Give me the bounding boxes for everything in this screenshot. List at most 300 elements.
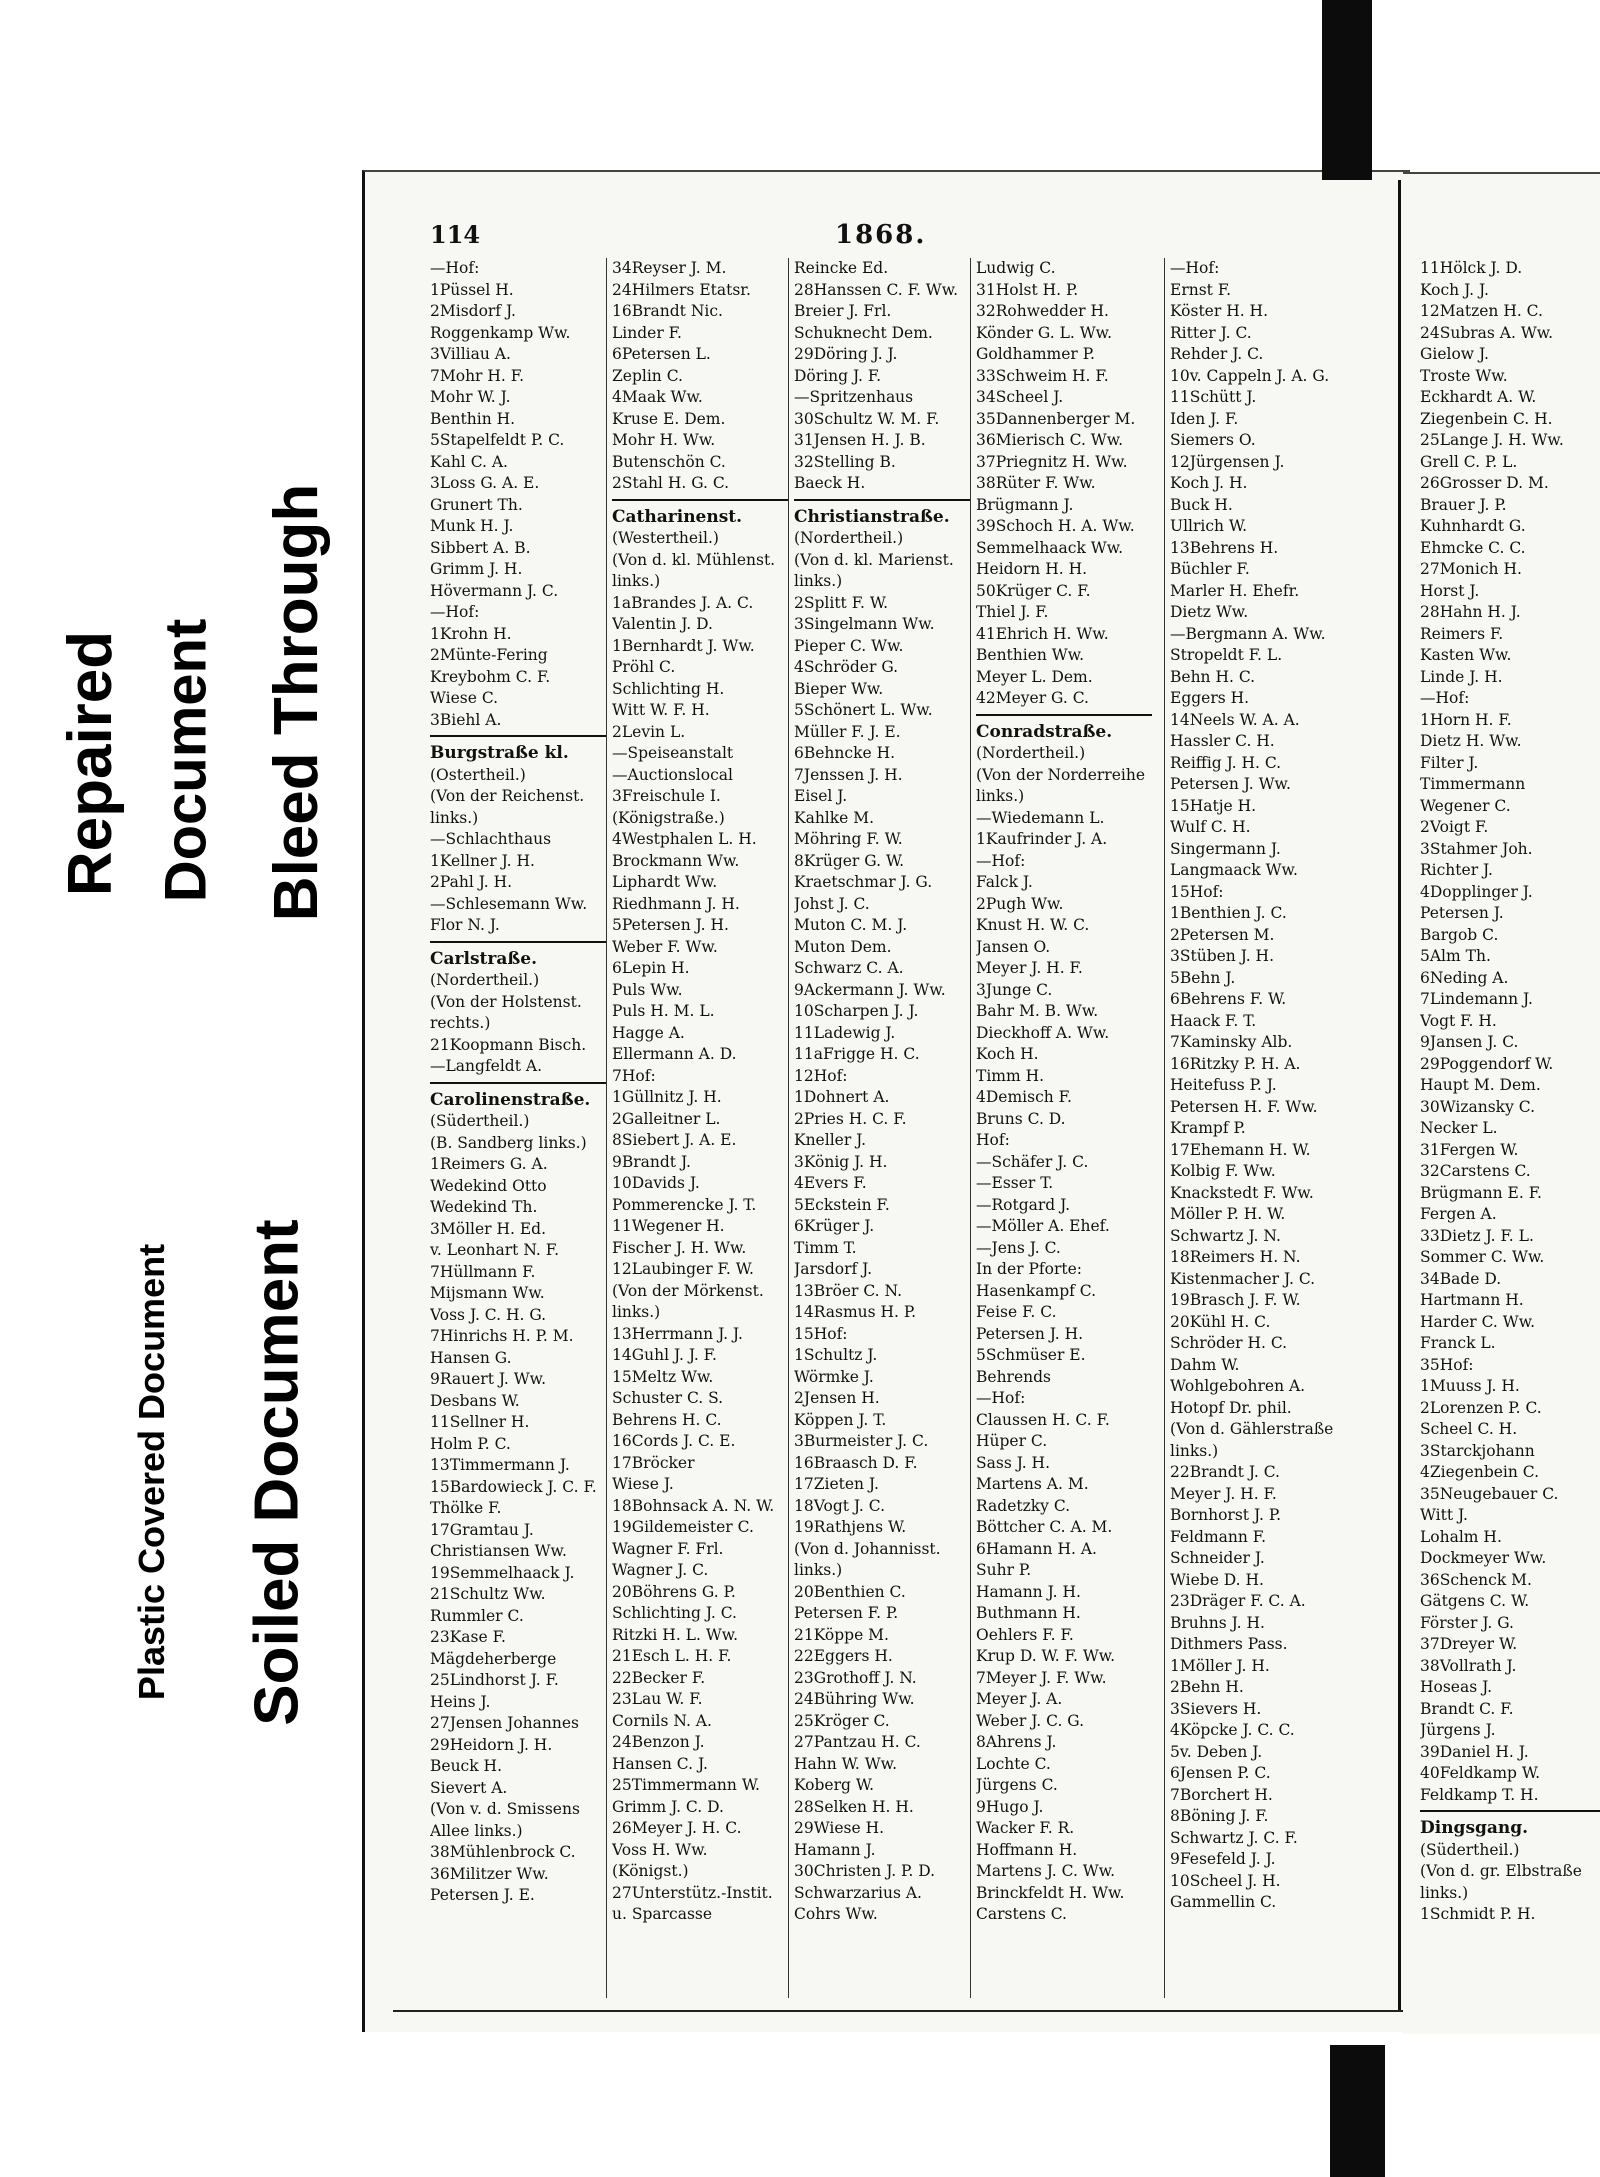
directory-entry: 3Möller H. Ed.	[430, 1219, 547, 1238]
directory-entry: Ziegenbein C. H.	[1420, 409, 1553, 428]
directory-entry: Behrends	[976, 1367, 1051, 1386]
directory-entry: 13Timmermann J.	[430, 1456, 570, 1474]
directory-entry: 27Unterstütz.-Instit.	[612, 1883, 773, 1902]
directory-entry: Weber J. C. G.	[976, 1711, 1085, 1730]
directory-entry: 10Davids J.	[612, 1174, 700, 1192]
directory-entry: Grell C. P. L.	[1420, 452, 1518, 471]
directory-entry: 31Holst H. P.	[976, 280, 1079, 299]
directory-entry: 27Pantzau H. C.	[794, 1733, 921, 1751]
directory-entry: Rehder J. C.	[1170, 345, 1264, 363]
directory-entry: Kahlke M.	[794, 808, 875, 827]
directory-entry: 29Heidorn J. H.	[430, 1735, 553, 1754]
directory-entry: Bieper Ww.	[794, 679, 884, 698]
directory-entry: Horst J.	[1420, 581, 1480, 600]
directory-entry: Gätgens C. W.	[1420, 1592, 1530, 1610]
section-rule	[430, 735, 606, 737]
directory-entry: —Schlesemann Ww.	[430, 894, 588, 913]
directory-entry: 3Biehl A.	[430, 710, 502, 729]
directory-entry: Bornhorst J. P.	[1170, 1506, 1282, 1524]
directory-entry: Jansen O.	[976, 937, 1051, 956]
directory-entry: 36Militzer Ww.	[430, 1864, 549, 1883]
directory-entry: Brügmann E. F.	[1420, 1183, 1542, 1202]
directory-entry: In der Pforte:	[976, 1260, 1082, 1278]
directory-entry: 4Evers F.	[794, 1174, 867, 1192]
directory-entry: Hövermann J. C.	[430, 581, 559, 600]
directory-entry: 17Ehemann H. W.	[1170, 1140, 1311, 1159]
directory-entry: 2Jensen H.	[794, 1389, 880, 1407]
directory-entry: Dockmeyer Ww.	[1420, 1549, 1547, 1567]
directory-entry: Riedhmann J. H.	[612, 894, 740, 913]
directory-entry: 4Köpcke J. C. C.	[1170, 1721, 1295, 1739]
directory-entry: 1Kellner J. H.	[430, 851, 535, 870]
directory-entry: Puls Ww.	[612, 980, 683, 999]
directory-entry: Carstens C.	[976, 1905, 1067, 1923]
directory-entry: 5Stapelfeldt P. C.	[430, 431, 565, 449]
directory-entry: (Südertheil.)	[1420, 1840, 1520, 1859]
directory-entry: —Hof:	[1170, 259, 1220, 277]
directory-entry: Schuster C. S.	[612, 1389, 724, 1407]
directory-entry: (Von d. kl. Marienst.	[794, 550, 954, 569]
directory-entry: links.)	[612, 572, 661, 590]
directory-column-2	[612, 258, 788, 1926]
directory-entry: Zeplin C.	[612, 366, 683, 385]
directory-entry: 5Alm Th.	[1420, 947, 1491, 965]
directory-entry: 7Hinrichs H. P. M.	[430, 1327, 574, 1345]
directory-entry: Marler H. Ehefr.	[1170, 581, 1300, 600]
directory-entry: 9Jansen J. C.	[1420, 1033, 1519, 1051]
directory-entry: Petersen J. Ww.	[1170, 775, 1291, 793]
directory-entry: Feise F. C.	[976, 1303, 1057, 1321]
directory-entry: Lohalm H.	[1420, 1527, 1502, 1546]
directory-entry: (Westertheil.)	[612, 529, 719, 547]
directory-entry: 7Lindemann J.	[1420, 990, 1533, 1008]
directory-entry: 6Hamann H. A.	[976, 1539, 1097, 1558]
directory-entry: Meyer J. H. F.	[976, 959, 1083, 977]
directory-entry: Butenschön C.	[612, 452, 726, 471]
directory-entry: 36Schenck M.	[1420, 1570, 1532, 1589]
directory-entry: Haack F. T.	[1170, 1011, 1257, 1030]
directory-entry: Koberg W.	[794, 1776, 874, 1794]
directory-entry: Falck J.	[976, 873, 1033, 891]
directory-entry: Benthin H.	[430, 409, 516, 428]
directory-entry: Gielow J.	[1420, 345, 1489, 363]
directory-entry: —Speiseanstalt	[612, 744, 734, 762]
directory-entry: Schröder H. C.	[1170, 1334, 1288, 1352]
directory-entry: 17Bröcker	[612, 1453, 695, 1472]
directory-entry: 14Neels W. A. A.	[1170, 710, 1300, 729]
directory-entry: Hansen C. J.	[612, 1754, 708, 1773]
directory-entry: 21Koopmann Bisch.	[430, 1035, 587, 1054]
directory-entry: Wagner J. C.	[612, 1561, 709, 1579]
directory-entry: 2Levin L.	[612, 722, 686, 741]
directory-entry: Wagner F. Frl.	[612, 1539, 724, 1558]
directory-entry: Dieckhoff A. Ww.	[976, 1023, 1110, 1042]
directory-entry: Kneller J.	[794, 1131, 867, 1149]
directory-entry: rechts.)	[430, 1014, 491, 1032]
directory-entry: 2Voigt F.	[1420, 818, 1489, 836]
directory-entry: 35Hof:	[1420, 1355, 1474, 1374]
street-heading: Christianstraße.	[794, 506, 950, 527]
directory-entry: 7Kaminsky Alb.	[1170, 1033, 1293, 1051]
directory-entry: (Von d. gr. Elbstraße	[1420, 1862, 1582, 1880]
directory-entry: Hüper C.	[976, 1432, 1048, 1450]
directory-entry: 8Siebert J. A. E.	[612, 1131, 737, 1149]
directory-entry: Iden J. F.	[1170, 409, 1239, 428]
directory-entry: 12Jürgensen J.	[1170, 452, 1285, 471]
directory-entry: 37Priegnitz H. Ww.	[976, 452, 1128, 471]
directory-entry: 11Schütt J.	[1170, 388, 1257, 406]
directory-entry: 2Pugh Ww.	[976, 894, 1064, 913]
directory-entry: v. Leonhart N. F.	[430, 1241, 560, 1259]
directory-entry: 9Fesefeld J. J.	[1170, 1850, 1276, 1868]
directory-entry: 25Lange J. H. Ww.	[1420, 431, 1564, 449]
directory-entry: 19Brasch J. F. W.	[1170, 1291, 1301, 1309]
label-plastic-covered-text: Plastic Covered Document	[131, 1243, 173, 1701]
directory-entry: Flor N. J.	[430, 916, 500, 934]
directory-entry: 10Scheel J. H.	[1170, 1871, 1281, 1890]
directory-entry: 3Freischule I.	[612, 787, 721, 805]
directory-entry: Knust H. W. C.	[976, 916, 1090, 934]
street-heading: Carolinenstraße.	[430, 1089, 591, 1110]
directory-entry: Holm P. C.	[430, 1434, 511, 1453]
label-repaired-text: Repaired	[56, 630, 126, 896]
directory-entry: 11aFrigge H. C.	[794, 1045, 920, 1063]
directory-entry: Sass J. H.	[976, 1453, 1051, 1472]
directory-entry: 15Bardowieck J. C. F.	[430, 1477, 597, 1496]
directory-entry: Jürgens C.	[976, 1776, 1058, 1794]
directory-entry: Schwarzarius A.	[794, 1883, 922, 1902]
directory-entry: Wiebe D. H.	[1170, 1570, 1264, 1589]
directory-entry: Singermann J.	[1170, 839, 1281, 858]
directory-entry: Wedekind Th.	[430, 1198, 538, 1216]
directory-entry: Thölke F.	[430, 1499, 502, 1517]
directory-entry: 9Ackermann J. Ww.	[794, 980, 946, 999]
directory-entry: Eggers H.	[1170, 689, 1250, 707]
directory-entry: links.)	[976, 787, 1025, 805]
directory-entry: Bruhns J. H.	[1170, 1613, 1265, 1632]
directory-entry: —Bergmann A. Ww.	[1170, 624, 1326, 643]
directory-entry: 1Horn H. F.	[1420, 710, 1512, 729]
directory-entry: Liphardt Ww.	[612, 873, 718, 891]
directory-entry: 40Feldkamp W.	[1420, 1764, 1541, 1782]
directory-entry: Timm T.	[794, 1238, 857, 1257]
directory-entry: Kasten Ww.	[1420, 646, 1512, 664]
directory-entry: 7Jenssen J. H.	[794, 765, 903, 784]
directory-entry: 15Hatje H.	[1170, 796, 1257, 815]
directory-entry: Dietz Ww.	[1170, 603, 1249, 621]
directory-entry: 25Lindhorst J. F.	[430, 1671, 559, 1689]
directory-entry: Cornils N. A.	[612, 1711, 712, 1730]
directory-entry: Sibbert A. B.	[430, 538, 531, 557]
directory-entry: Ernst F.	[1170, 280, 1232, 299]
directory-entry: 30Wizansky C.	[1420, 1097, 1535, 1116]
directory-entry: (Nordertheil.)	[976, 744, 1086, 762]
directory-entry: —Auctionslocal	[612, 765, 733, 784]
directory-entry: 29Wiese H.	[794, 1819, 885, 1837]
directory-entry: 27Jensen Johannes	[430, 1714, 579, 1732]
directory-entry: 2Pahl J. H.	[430, 873, 513, 891]
directory-entry: 24Hilmers Etatsr.	[612, 280, 751, 299]
directory-entry: Kahl C. A.	[430, 452, 508, 471]
directory-entry: Bargob C.	[1420, 925, 1499, 944]
directory-entry: 29Poggendorf W.	[1420, 1054, 1554, 1073]
directory-entry: Goldhammer P.	[976, 345, 1095, 363]
directory-entry: Wulf C. H.	[1170, 818, 1251, 836]
directory-entry: 12Laubinger F. W.	[612, 1260, 754, 1278]
directory-entry: Petersen H. F. Ww.	[1170, 1097, 1318, 1116]
directory-entry: Kraetschmar J. G.	[794, 873, 933, 891]
directory-entry: 10Scharpen J. J.	[794, 1002, 919, 1020]
directory-entry: 16Brandt Nic.	[612, 302, 723, 320]
directory-entry: Kistenmacher J. C.	[1170, 1269, 1316, 1288]
directory-entry: Grunert Th.	[430, 495, 523, 514]
tape-strip-top	[1322, 0, 1372, 180]
directory-entry: Sommer C. Ww.	[1420, 1248, 1545, 1266]
directory-entry: 6Krüger J.	[794, 1217, 875, 1235]
directory-entry: Feldkamp T. H.	[1420, 1785, 1539, 1804]
directory-entry: 6Neding A.	[1420, 968, 1509, 987]
directory-entry: 6Lepin H.	[612, 959, 690, 977]
directory-entry: Semmelhaack Ww.	[976, 538, 1124, 557]
directory-entry: 19Rathjens W.	[794, 1518, 907, 1536]
directory-entry: Harder C. Ww.	[1420, 1312, 1536, 1331]
directory-entry: 39Daniel H. J.	[1420, 1742, 1529, 1761]
directory-entry: 3Junge C.	[976, 980, 1053, 999]
directory-entry: 3Sievers H.	[1170, 1699, 1262, 1718]
directory-entry: links.)	[430, 808, 479, 827]
directory-entry: Wörmke J.	[794, 1367, 874, 1386]
directory-entry: 2Lorenzen P. C.	[1420, 1398, 1542, 1417]
directory-entry: (Ostertheil.)	[430, 765, 526, 784]
directory-entry: 32Carstens C.	[1420, 1162, 1531, 1180]
section-rule	[612, 499, 788, 501]
directory-entry: 5Eckstein F.	[794, 1195, 890, 1214]
directory-entry: Necker L.	[1420, 1119, 1498, 1137]
directory-entry: Voss H. Ww.	[612, 1840, 708, 1859]
directory-entry: 6Behrens F. W.	[1170, 990, 1287, 1008]
directory-entry: 6Behncke H.	[794, 744, 896, 762]
directory-entry: Buck H.	[1170, 495, 1233, 514]
directory-entry: 29Döring J. J.	[794, 345, 898, 363]
directory-entry: Wohlgebohren A.	[1170, 1377, 1306, 1395]
directory-entry: 16Ritzky P. H. A.	[1170, 1054, 1301, 1073]
directory-entry: 24Bühring Ww.	[794, 1690, 915, 1708]
directory-entry: Hassler C. H.	[1170, 732, 1275, 750]
directory-entry: 9Rauert J. Ww.	[430, 1370, 547, 1388]
directory-column-4	[976, 258, 1152, 1926]
directory-entry: Haupt M. Dem.	[1420, 1076, 1541, 1094]
directory-entry: Köppen J. T.	[794, 1410, 887, 1429]
directory-entry: 38Vollrath J.	[1420, 1656, 1517, 1675]
directory-entry: 9Hugo J.	[976, 1797, 1044, 1816]
directory-entry: 38Mühlenbrock C.	[430, 1843, 576, 1861]
directory-entry: Linde J. H.	[1420, 667, 1503, 686]
directory-entry: Förster J. G.	[1420, 1613, 1514, 1632]
directory-entry: 2Splitt F. W.	[794, 593, 889, 612]
directory-entry: 14Guhl J. J. F.	[612, 1346, 717, 1364]
directory-entry: 12Hof:	[794, 1066, 848, 1085]
directory-entry: 12Matzen H. C.	[1420, 302, 1543, 320]
directory-entry: Muton C. M. J.	[794, 916, 908, 934]
directory-entry: Grimm J. C. D.	[612, 1797, 724, 1816]
directory-entry: Hasenkampf C.	[976, 1281, 1097, 1300]
directory-entry: —Hof:	[1420, 689, 1470, 707]
directory-entry: Ritzki H. L. Ww.	[612, 1625, 739, 1644]
directory-entry: Hartmann H.	[1420, 1291, 1524, 1309]
label-bleed-through	[238, 403, 356, 1001]
directory-entry: Hamann J.	[794, 1840, 876, 1859]
directory-entry: 11Hölck J. D.	[1420, 259, 1523, 277]
directory-entry: 3Stahmer Joh.	[1420, 839, 1533, 858]
directory-entry: Hahn W. Ww.	[794, 1754, 898, 1773]
label-soiled	[204, 1162, 350, 1782]
directory-entry: (Von der Mörkenst.	[612, 1281, 764, 1300]
directory-entry: (Von d. Gählerstraße	[1170, 1420, 1334, 1438]
label-bleed-through-text: Bleed Through	[262, 483, 332, 921]
directory-entry: Stropeldt F. L.	[1170, 646, 1283, 664]
directory-entry: (Von der Norderreihe	[976, 765, 1145, 784]
directory-entry: 42Meyer G. C.	[976, 689, 1089, 707]
directory-entry: 36Mierisch C. Ww.	[976, 431, 1124, 449]
directory-entry: 4Schröder G.	[794, 658, 899, 676]
directory-entry: 8Krüger G. W.	[794, 851, 905, 870]
directory-entry: Dietz H. Ww.	[1420, 732, 1522, 750]
directory-entry: 3Burmeister J. C.	[794, 1432, 929, 1450]
directory-entry: 3Villiau A.	[430, 345, 511, 363]
directory-entry: Wedekind Otto	[430, 1176, 547, 1195]
directory-entry: 34Scheel J.	[976, 388, 1064, 406]
directory-entry: Pieper C. Ww.	[794, 636, 904, 655]
directory-entry: —Jens J. C.	[976, 1238, 1061, 1257]
directory-entry: Sievert A.	[430, 1778, 508, 1797]
directory-entry: —Hof:	[976, 1389, 1026, 1407]
directory-entry: 26Meyer J. H. C.	[612, 1819, 742, 1837]
directory-entry: 1Möller J. H.	[1170, 1656, 1270, 1675]
directory-entry: Mijsmann Ww.	[430, 1284, 545, 1302]
directory-entry: (Königstraße.)	[612, 808, 725, 827]
directory-entry: —Hof:	[430, 603, 480, 621]
directory-entry: Voss J. C. H. G.	[430, 1305, 547, 1324]
directory-entry: 7Borchert H.	[1170, 1785, 1273, 1804]
directory-entry: 21Köppe M.	[794, 1625, 889, 1644]
directory-entry: 11Wegener H.	[612, 1217, 725, 1235]
directory-entry: 18Bohnsack A. N. W.	[612, 1496, 775, 1515]
directory-entry: links.)	[794, 1561, 843, 1579]
column-rule	[606, 258, 607, 1998]
directory-entry: 1aBrandes J. A. C.	[612, 593, 754, 612]
directory-entry: Müller F. J. E.	[794, 722, 901, 741]
directory-entry: 2Behn H.	[1170, 1678, 1244, 1696]
directory-entry: Reimers F.	[1420, 624, 1504, 643]
directory-entry: Witt W. F. H.	[612, 701, 710, 719]
directory-entry: Wegener C.	[1420, 796, 1511, 815]
directory-entry: Möhring F. W.	[794, 830, 903, 848]
directory-entry: —Schlachthaus	[430, 830, 552, 848]
directory-entry: Möller P. H. W.	[1170, 1205, 1286, 1223]
directory-entry: Brandt C. F.	[1420, 1699, 1514, 1718]
street-heading: Conradstraße.	[976, 721, 1113, 742]
directory-entry: Linder F.	[612, 323, 682, 342]
directory-entry: 23Grothoff J. N.	[794, 1668, 917, 1687]
directory-entry: 13Behrens H.	[1170, 538, 1279, 557]
directory-entry: —Schäfer J. C.	[976, 1152, 1089, 1171]
directory-entry: Roggenkamp Ww.	[430, 323, 571, 342]
directory-entry: 18Vogt J. C.	[794, 1496, 886, 1515]
directory-entry: —Spritzenhaus	[794, 388, 914, 406]
directory-entry: Böttcher C. A. M.	[976, 1518, 1113, 1536]
directory-entry: Hamann J. H.	[976, 1582, 1081, 1601]
directory-entry: 5Schmüser E.	[976, 1346, 1086, 1364]
directory-entry: Muton Dem.	[794, 937, 892, 956]
directory-entry: Wiese C.	[430, 689, 499, 707]
directory-entry: Siemers O.	[1170, 431, 1256, 449]
directory-entry: 6Jensen P. C.	[1170, 1764, 1271, 1782]
directory-entry: (Königst.)	[612, 1862, 689, 1880]
directory-entry: Grimm J. H.	[430, 560, 523, 578]
directory-entry: —Langfeldt A.	[430, 1057, 543, 1075]
section-rule	[794, 499, 970, 501]
directory-entry: Heidorn H. H.	[976, 560, 1088, 578]
directory-entry: Jürgens J.	[1420, 1721, 1496, 1739]
directory-entry: 37Dreyer W.	[1420, 1635, 1518, 1653]
directory-entry: 41Ehrich H. Ww.	[976, 624, 1109, 643]
directory-entry: 6Petersen L.	[612, 345, 711, 363]
directory-entry: 28Hanssen C. F. Ww.	[794, 280, 959, 299]
label-document-text: Document	[153, 618, 219, 902]
directory-entry: 34Reyser J. M.	[612, 259, 727, 277]
directory-entry: Schlichting J. C.	[612, 1604, 737, 1622]
section-rule	[430, 941, 606, 943]
directory-entry: Oehlers F. F.	[976, 1625, 1074, 1644]
directory-entry: —Hof:	[976, 851, 1026, 870]
directory-entry: —Wiedemann L.	[976, 808, 1105, 827]
directory-entry: —Esser T.	[976, 1174, 1054, 1192]
directory-entry: Mohr H. Ww.	[612, 431, 716, 449]
directory-entry: (Von der Holstenst.	[430, 992, 582, 1011]
directory-entry: 1Schmidt P. H.	[1420, 1905, 1536, 1923]
directory-entry: 17Gramtau J.	[430, 1520, 534, 1539]
label-repaired	[38, 533, 144, 993]
directory-entry: Pommerencke J. T.	[612, 1195, 757, 1214]
directory-entry: (Nordertheil.)	[430, 971, 540, 989]
directory-entry: Wacker F. R.	[976, 1819, 1075, 1837]
street-heading: Carlstraße.	[430, 948, 538, 969]
directory-entry: Richter J.	[1420, 861, 1493, 879]
directory-entry: 20Böhrens G. P.	[612, 1582, 736, 1601]
directory-entry: 8Ahrens J.	[976, 1733, 1057, 1751]
directory-entry: —Rotgard J.	[976, 1195, 1071, 1214]
directory-entry: 23Kase F.	[430, 1628, 506, 1646]
directory-entry: 15Meltz Ww.	[612, 1367, 714, 1386]
directory-entry: Jarsdorf J.	[794, 1260, 873, 1278]
street-heading: Dingsgang.	[1420, 1818, 1529, 1838]
label-document	[144, 525, 228, 995]
section-rule	[976, 714, 1152, 716]
directory-entry: 1Reimers G. A.	[430, 1155, 548, 1173]
directory-entry: 21Esch L. H. F.	[612, 1647, 732, 1665]
directory-entry: Ludwig C.	[976, 259, 1056, 277]
directory-entry: 16Braasch D. F.	[794, 1453, 918, 1472]
directory-entry: (Von der Reichenst.	[430, 787, 585, 805]
directory-entry: Mohr W. J.	[430, 388, 511, 406]
directory-entry: 13Bröer C. N.	[794, 1281, 903, 1300]
directory-entry: 17Zieten J.	[794, 1475, 879, 1493]
directory-entry: 11Sellner H.	[430, 1413, 530, 1431]
page-header	[430, 220, 1390, 252]
directory-entry: 5v. Deben J.	[1170, 1742, 1263, 1761]
directory-entry: Cohrs Ww.	[794, 1905, 878, 1923]
directory-entry: Heitefuss P. J.	[1170, 1076, 1277, 1094]
